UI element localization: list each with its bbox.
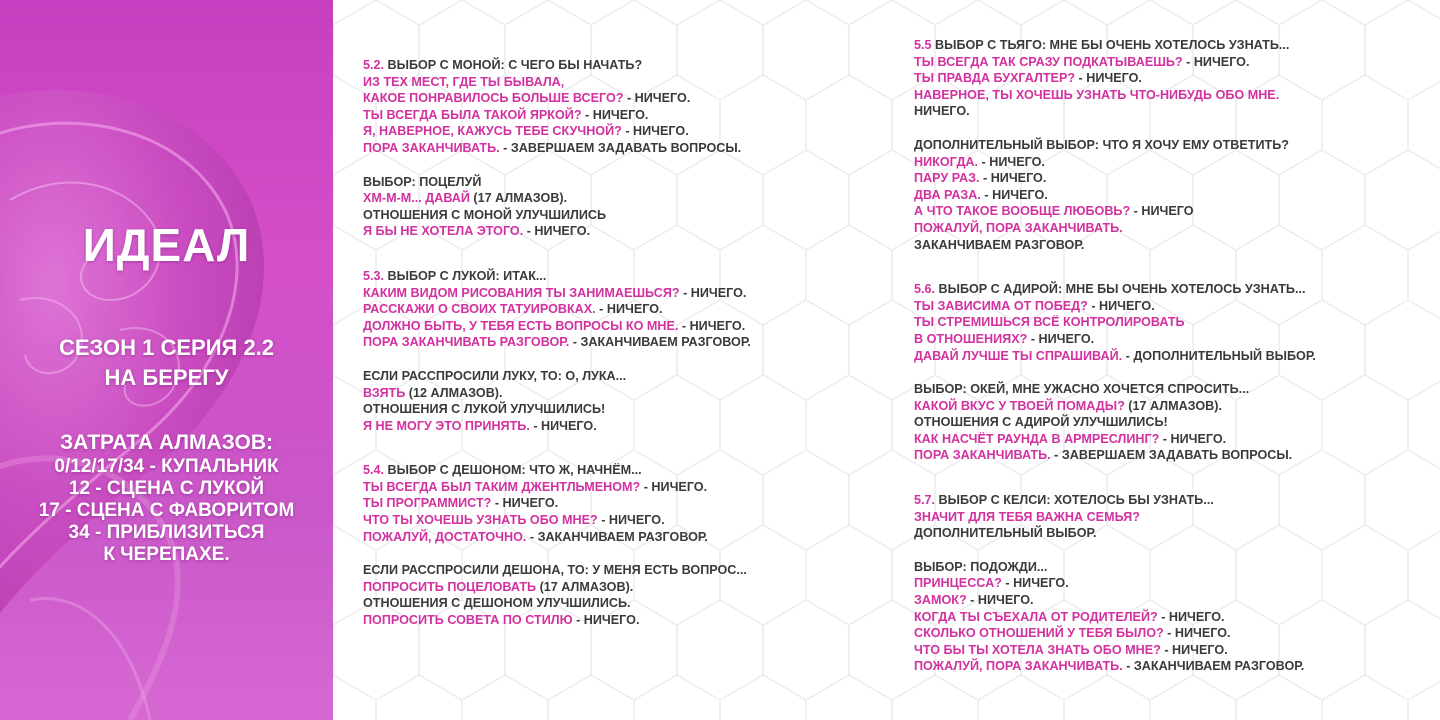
- cost-line: 17 - СЦЕНА С ФАВОРИТОМ: [38, 500, 295, 521]
- cost-line: К ЧЕРЕПАХЕ.: [103, 544, 230, 565]
- option-text: ПОЖАЛУЙ, ПОРА ЗАКАНЧИВАТЬ.: [914, 659, 1123, 674]
- choice-line: [914, 314, 1316, 331]
- choice-block: [914, 559, 1316, 675]
- result-text: ВЫБОР: ОКЕЙ, МНЕ УЖАСНО ХОЧЕТСЯ СПРОСИТЬ...: [914, 382, 1250, 397]
- result-text: - НИЧЕГО.: [640, 479, 708, 494]
- result-text: - НИЧЕГО.: [623, 91, 691, 106]
- result-text: - НИЧЕГО.: [678, 318, 746, 333]
- choice-line: [363, 123, 751, 140]
- result-text: - ЗАВЕРШАЕМ ЗАДАВАТЬ ВОПРОСЫ.: [1050, 448, 1293, 463]
- option-text: ЧТО БЫ ТЫ ХОТЕЛА ЗНАТЬ ОБО МНЕ?: [914, 642, 1161, 657]
- option-text: ТЫ ПРОГРАММИСТ?: [363, 496, 492, 511]
- choice-line: [914, 331, 1316, 348]
- choice-block: [914, 492, 1316, 542]
- cost-line: 12 - СЦЕНА С ЛУКОЙ: [68, 478, 265, 499]
- result-text: - НИЧЕГО.: [1157, 609, 1225, 624]
- result-text: ВЫБОР С ДЕШОНОМ: ЧТО Ж, НАЧНЁМ...: [387, 463, 642, 478]
- choice-line: [914, 203, 1316, 220]
- option-text: СКОЛЬКО ОТНОШЕНИЙ У ТЕБЯ БЫЛО?: [914, 626, 1164, 641]
- choice-line: [914, 237, 1316, 254]
- choice-line: [363, 368, 751, 385]
- result-text: - ЗАКАНЧИВАЕМ РАЗГОВОР.: [569, 335, 751, 350]
- choice-line: [914, 414, 1316, 431]
- option-text: 5.6.: [914, 282, 939, 297]
- result-text: ОТНОШЕНИЯ С АДИРОЙ УЛУЧШИЛИСЬ!: [914, 415, 1168, 430]
- option-text: КОГДА ТЫ СЪЕХАЛА ОТ РОДИТЕЛЕЙ?: [914, 609, 1158, 624]
- result-text: - НИЧЕГО: [1130, 204, 1194, 219]
- right-column: [914, 37, 1316, 675]
- choice-line: [914, 103, 1316, 120]
- option-text: А ЧТО ТАКОЕ ВООБЩЕ ЛЮБОВЬ?: [914, 204, 1131, 219]
- diamond-cost-heading: ЗАТРАТА АЛМАЗОВ:: [59, 431, 274, 454]
- choice-line: [914, 70, 1316, 87]
- option-text: ВЗЯТЬ: [363, 385, 406, 400]
- result-text: ВЫБОР С ЛУКОЙ: ИТАК...: [387, 268, 547, 283]
- season-info: [0, 333, 333, 393]
- choice-block: [363, 462, 751, 545]
- option-text: ТЫ ВСЕГДА БЫЛА ТАКОЙ ЯРКОЙ?: [363, 107, 582, 122]
- option-text: 5.7.: [914, 493, 939, 508]
- result-text: - НИЧЕГО.: [978, 154, 1045, 169]
- result-text: - НИЧЕГО.: [597, 513, 665, 528]
- option-text: РАССКАЖИ О СВОИХ ТАТУИРОВКАХ.: [363, 302, 596, 317]
- option-text: ТЫ ВСЕГДА ТАК СРАЗУ ПОДКАТЫВАЕШЬ?: [914, 54, 1183, 69]
- option-text: КАК НАСЧЁТ РАУНДА В АРМРЕСЛИНГ?: [914, 431, 1160, 446]
- choice-line: [914, 281, 1316, 298]
- choice-block: [363, 562, 751, 628]
- choice-line: [914, 575, 1316, 592]
- result-text: - НИЧЕГО.: [491, 496, 559, 511]
- option-text: Я, НАВЕРНОЕ, КАЖУСЬ ТЕБЕ СКУЧНОЙ?: [363, 124, 622, 139]
- choice-line: [363, 207, 751, 224]
- choice-line: [914, 298, 1316, 315]
- choice-line: [914, 170, 1316, 187]
- option-text: ПОПРОСИТЬ СОВЕТА ПО СТИЛЮ: [363, 613, 573, 628]
- choice-line: [914, 658, 1316, 675]
- option-text: ТЫ ВСЕГДА БЫЛ ТАКИМ ДЖЕНТЛЬМЕНОМ?: [363, 479, 641, 494]
- result-text: ОТНОШЕНИЯ С МОНОЙ УЛУЧШИЛИСЬ: [363, 207, 607, 222]
- choice-line: [363, 74, 751, 91]
- option-text: ПОРА ЗАКАНЧИВАТЬ РАЗГОВОР.: [363, 335, 570, 350]
- choice-block: [363, 174, 751, 240]
- choice-block: [914, 381, 1316, 464]
- option-text: ПАРУ РАЗ.: [914, 171, 980, 186]
- result-text: - НИЧЕГО.: [1160, 642, 1228, 657]
- result-text: НИЧЕГО.: [914, 104, 970, 119]
- choice-line: [363, 268, 751, 285]
- option-text: ПОЖАЛУЙ, ПОРА ЗАКАНЧИВАТЬ.: [914, 220, 1123, 235]
- choice-line: [914, 220, 1316, 237]
- choice-line: [363, 529, 751, 546]
- choice-line: [363, 562, 751, 579]
- choice-line: [363, 401, 751, 418]
- left-column: [363, 57, 751, 629]
- option-text: 5.5: [914, 38, 936, 52]
- option-text: ПОРА ЗАКАНЧИВАТЬ.: [363, 140, 500, 155]
- choice-line: [914, 431, 1316, 448]
- choice-line: [914, 154, 1316, 171]
- option-text: ПОЖАЛУЙ, ДОСТАТОЧНО.: [363, 529, 527, 544]
- walkthrough-panel: [333, 0, 1440, 720]
- result-text: - ЗАВЕРШАЕМ ЗАДАВАТЬ ВОПРОСЫ.: [499, 140, 742, 155]
- option-text: НАВЕРНОЕ, ТЫ ХОЧЕШЬ УЗНАТЬ ЧТО-НИБУДЬ ОБО МНЕ.: [914, 87, 1280, 102]
- choice-block: [363, 268, 751, 351]
- result-text: (17 АЛМАЗОВ).: [469, 191, 568, 206]
- choice-line: [914, 381, 1316, 398]
- result-text: - ДОПОЛНИТЕЛЬНЫЙ ВЫБОР.: [1122, 348, 1316, 363]
- choice-line: [363, 285, 751, 302]
- result-text: ЗАКАНЧИВАЕМ РАЗГОВОР.: [914, 237, 1085, 252]
- option-text: 5.4.: [363, 463, 388, 478]
- option-text: Я НЕ МОГУ ЭТО ПРИНЯТЬ.: [363, 418, 530, 433]
- result-text: (17 АЛМАЗОВ).: [1124, 398, 1222, 413]
- choice-line: [914, 509, 1316, 526]
- result-text: ОТНОШЕНИЯ С ДЕШОНОМ УЛУЧШИЛИСЬ.: [363, 596, 631, 611]
- result-text: (17 АЛМАЗОВ).: [536, 579, 634, 594]
- choice-block: [363, 57, 751, 157]
- cost-line: 0/12/17/34 - КУПАЛЬНИК: [54, 456, 279, 477]
- cost-line: 34 - ПРИБЛИЗИТЬСЯ: [68, 522, 265, 543]
- choice-line: [363, 495, 751, 512]
- result-text: ЕСЛИ РАССПРОСИЛИ ЛУКУ, ТО: О, ЛУКА...: [363, 368, 627, 383]
- option-text: ЧТО ТЫ ХОЧЕШЬ УЗНАТЬ ОБО МНЕ?: [363, 513, 598, 528]
- result-text: - НИЧЕГО.: [966, 593, 1034, 608]
- option-text: ПРИНЦЕССА?: [914, 576, 1002, 591]
- result-text: - НИЧЕГО.: [980, 187, 1048, 202]
- choice-line: [914, 187, 1316, 204]
- choice-line: [363, 462, 751, 479]
- choice-line: [363, 301, 751, 318]
- choice-line: [363, 385, 751, 402]
- result-text: ЕСЛИ РАССПРОСИЛИ ДЕШОНА, ТО: У МЕНЯ ЕСТЬ ВОПРОС...: [363, 563, 747, 578]
- option-text: Я БЫ НЕ ХОТЕЛА ЭТОГО.: [363, 224, 524, 239]
- choice-line: [914, 609, 1316, 626]
- choice-line: [914, 592, 1316, 609]
- choice-line: [914, 642, 1316, 659]
- result-text: - НИЧЕГО.: [679, 285, 747, 300]
- result-text: - НИЧЕГО.: [621, 124, 689, 139]
- result-text: - ЗАКАНЧИВАЕМ РАЗГОВОР.: [526, 529, 708, 544]
- choice-line: [363, 57, 751, 74]
- result-text: ВЫБОР С МОНОЙ: С ЧЕГО БЫ НАЧАТЬ?: [387, 58, 643, 72]
- choice-line: [914, 348, 1316, 365]
- choice-line: [914, 87, 1316, 104]
- choice-line: [363, 334, 751, 351]
- result-text: - НИЧЕГО.: [572, 613, 640, 628]
- choice-line: [363, 612, 751, 629]
- result-text: - НИЧЕГО.: [1087, 298, 1155, 313]
- result-text: - ЗАКАНЧИВАЕМ РАЗГОВОР.: [1122, 659, 1305, 674]
- result-text: ОТНОШЕНИЯ С ЛУКОЙ УЛУЧШИЛИСЬ!: [363, 402, 606, 417]
- option-text: ХМ-М-М... ДАВАЙ: [363, 191, 470, 206]
- result-text: ДОПОЛНИТЕЛЬНЫЙ ВЫБОР.: [914, 526, 1097, 541]
- choice-line: [914, 37, 1316, 54]
- choice-line: [914, 559, 1316, 576]
- choice-block: [914, 37, 1316, 120]
- option-text: ТЫ ЗАВИСИМА ОТ ПОБЕД?: [914, 298, 1088, 313]
- option-text: ИЗ ТЕХ МЕСТ, ГДЕ ТЫ БЫВАЛА,: [363, 74, 565, 89]
- choice-block: [914, 281, 1316, 364]
- option-text: НИКОГДА.: [914, 154, 979, 169]
- option-text: ДОЛЖНО БЫТЬ, У ТЕБЯ ЕСТЬ ВОПРОСЫ КО МНЕ.: [363, 318, 679, 333]
- result-text: - НИЧЕГО.: [1182, 54, 1250, 69]
- result-text: - НИЧЕГО.: [1075, 71, 1142, 86]
- sidebar-banner: [0, 0, 333, 720]
- result-text: - НИЧЕГО.: [1159, 431, 1227, 446]
- choice-line: [914, 492, 1316, 509]
- option-text: КАКОЕ ПОНРАВИЛОСЬ БОЛЬШЕ ВСЕГО?: [363, 91, 624, 106]
- result-text: - НИЧЕГО.: [523, 224, 591, 239]
- choice-line: [363, 595, 751, 612]
- season-line: СЕЗОН 1 СЕРИЯ 2.2: [58, 335, 275, 360]
- option-text: ЗАМОК?: [914, 593, 967, 608]
- option-text: ЗНАЧИТ ДЛЯ ТЕБЯ ВАЖНА СЕМЬЯ?: [914, 509, 1140, 524]
- result-text: ВЫБОР: ПОЦЕЛУЙ: [363, 174, 482, 189]
- choice-line: [363, 174, 751, 191]
- choice-line: [914, 447, 1316, 464]
- option-text: 5.3.: [363, 268, 388, 283]
- result-text: (12 АЛМАЗОВ).: [405, 385, 503, 400]
- result-text: ВЫБОР: ПОДОЖДИ...: [914, 559, 1048, 574]
- choice-line: [363, 140, 751, 157]
- choice-line: [363, 223, 751, 240]
- result-text: - НИЧЕГО.: [529, 418, 597, 433]
- result-text: - НИЧЕГО.: [979, 171, 1047, 186]
- episode-line: НА БЕРЕГУ: [104, 365, 229, 390]
- choice-line: [363, 190, 751, 207]
- result-text: ДОПОЛНИТЕЛЬНЫЙ ВЫБОР: ЧТО Я ХОЧУ ЕМУ ОТВЕТИТЬ?: [914, 137, 1289, 152]
- choice-line: [363, 512, 751, 529]
- result-text: ВЫБОР С КЕЛСИ: ХОТЕЛОСЬ БЫ УЗНАТЬ...: [938, 493, 1214, 508]
- choice-line: [914, 54, 1316, 71]
- result-text: - НИЧЕГО.: [1001, 576, 1069, 591]
- choice-line: [363, 479, 751, 496]
- choice-line: [914, 137, 1316, 154]
- option-text: ДВА РАЗА.: [914, 187, 981, 202]
- result-text: ВЫБОР С ТЬЯГО: МНЕ БЫ ОЧЕНЬ ХОТЕЛОСЬ УЗНАТЬ...: [935, 38, 1290, 52]
- choice-block: [363, 368, 751, 434]
- result-text: - НИЧЕГО.: [1027, 331, 1095, 346]
- option-text: КАКИМ ВИДОМ РИСОВАНИЯ ТЫ ЗАНИМАЕШЬСЯ?: [363, 285, 680, 300]
- choice-line: [363, 418, 751, 435]
- option-text: 5.2.: [363, 58, 388, 72]
- result-text: - НИЧЕГО.: [581, 107, 649, 122]
- diamond-cost-info: [0, 430, 333, 566]
- page-title: ИДЕАЛ: [82, 219, 251, 271]
- option-text: ПОПРОСИТЬ ПОЦЕЛОВАТЬ: [363, 579, 537, 594]
- option-text: КАКОЙ ВКУС У ТВОЕЙ ПОМАДЫ?: [914, 398, 1125, 413]
- choice-block: [914, 137, 1316, 253]
- result-text: ВЫБОР С АДИРОЙ: МНЕ БЫ ОЧЕНЬ ХОТЕЛОСЬ УЗНАТЬ...: [938, 282, 1306, 297]
- choice-line: [363, 90, 751, 107]
- choice-line: [363, 579, 751, 596]
- result-text: - НИЧЕГО.: [1163, 626, 1231, 641]
- option-text: ПОРА ЗАКАНЧИВАТЬ.: [914, 448, 1051, 463]
- result-text: - НИЧЕГО.: [595, 302, 663, 317]
- choice-line: [914, 525, 1316, 542]
- choice-line: [363, 107, 751, 124]
- choice-line: [914, 398, 1316, 415]
- option-text: ТЫ СТРЕМИШЬСЯ ВСЁ КОНТРОЛИРОВАТЬ: [914, 315, 1185, 330]
- option-text: ТЫ ПРАВДА БУХГАЛТЕР?: [914, 71, 1076, 86]
- choice-line: [914, 625, 1316, 642]
- option-text: В ОТНОШЕНИЯХ?: [914, 331, 1028, 346]
- choice-line: [363, 318, 751, 335]
- option-text: ДАВАЙ ЛУЧШЕ ТЫ СПРАШИВАЙ.: [914, 348, 1123, 363]
